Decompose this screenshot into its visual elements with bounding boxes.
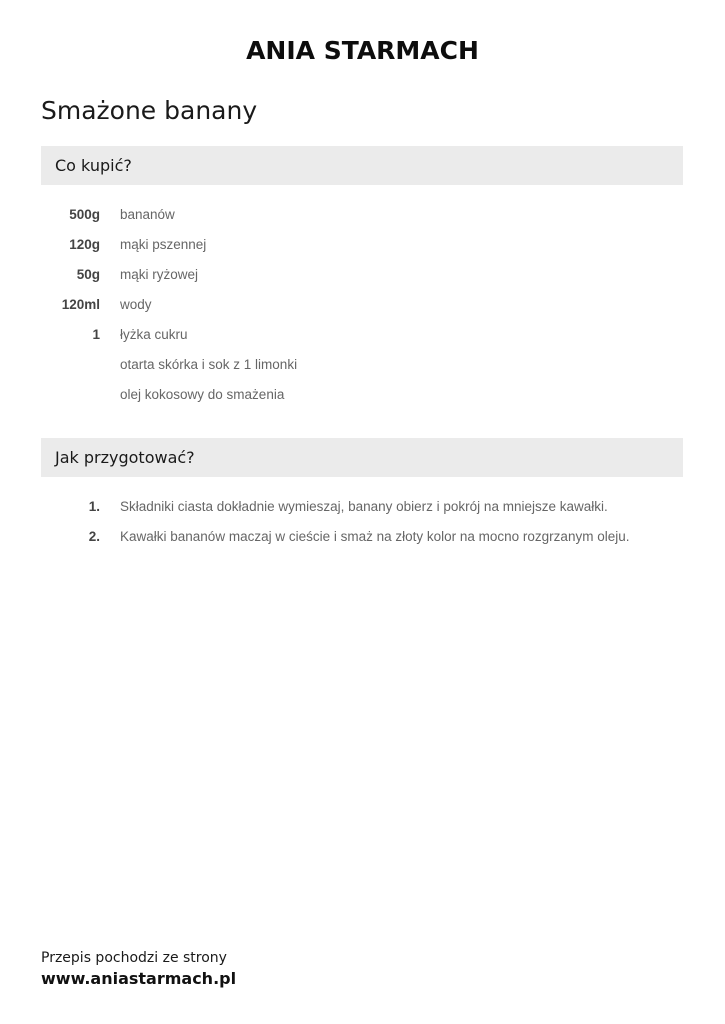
step-row bbox=[41, 491, 683, 521]
ingredient-row bbox=[41, 319, 683, 349]
ingredient-row bbox=[41, 259, 683, 289]
step-row bbox=[41, 521, 683, 551]
shopping-section-heading: Co kupić? bbox=[41, 146, 683, 185]
ingredient-name: mąki pszennej bbox=[120, 236, 207, 252]
ingredient-quantity: 1 bbox=[92, 326, 100, 342]
step-number: 2. bbox=[88, 528, 100, 544]
ingredient-row bbox=[41, 349, 683, 379]
ingredient-row bbox=[41, 379, 683, 409]
ingredient-row bbox=[41, 229, 683, 259]
ingredient-name: łyżka cukru bbox=[120, 326, 188, 342]
ingredient-row bbox=[41, 289, 683, 319]
ingredient-name: wody bbox=[120, 296, 152, 312]
ingredient-row bbox=[41, 199, 683, 229]
preparation-steps-list bbox=[41, 491, 683, 551]
ingredient-name: otarta skórka i sok z 1 limonki bbox=[120, 356, 298, 372]
preparation-section-heading: Jak przygotować? bbox=[41, 438, 683, 477]
ingredient-quantity: 120g bbox=[69, 236, 100, 252]
ingredient-name: olej kokosowy do smażenia bbox=[120, 386, 285, 402]
footer-source-label: Przepis pochodzi ze strony bbox=[41, 950, 227, 966]
ingredient-quantity: 500g bbox=[69, 206, 100, 222]
step-text: Kawałki bananów maczaj w cieście i smaż na złoty kolor na mocno rozgrzanym oleju. bbox=[120, 528, 630, 544]
ingredients-list bbox=[41, 199, 683, 409]
footer-website-link[interactable]: www.aniastarmach.pl bbox=[41, 969, 237, 988]
ingredient-name: mąki ryżowej bbox=[120, 266, 199, 282]
ingredient-quantity: 120ml bbox=[61, 296, 100, 312]
ingredient-quantity: 50g bbox=[76, 266, 100, 282]
step-number: 1. bbox=[88, 498, 100, 514]
ingredient-name: bananów bbox=[120, 206, 175, 222]
brand-title: ANIA STARMACH bbox=[246, 36, 479, 65]
recipe-title: Smażone banany bbox=[41, 96, 258, 125]
step-text: Składniki ciasta dokładnie wymieszaj, banany obierz i pokrój na mniejsze kawałki. bbox=[120, 498, 608, 514]
